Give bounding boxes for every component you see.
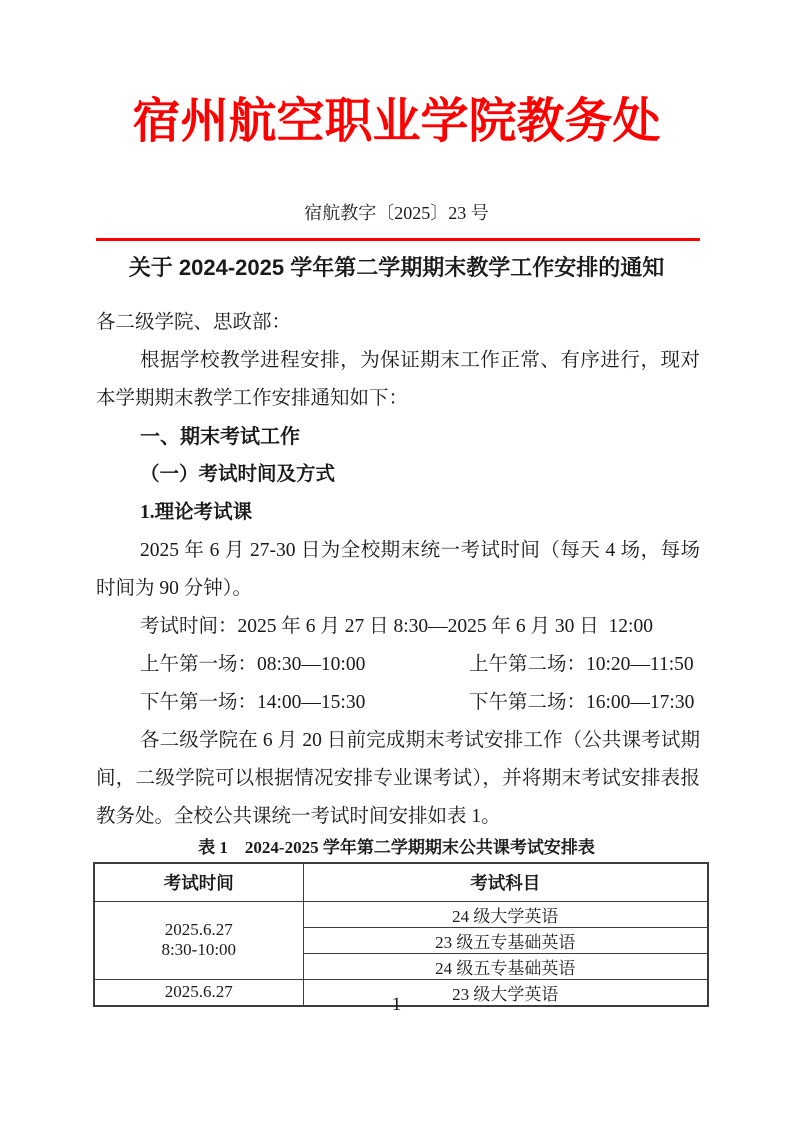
intro-paragraph: 根据学校教学进程安排，为保证期末工作正常、有序进行，现对本学期期末教学工作安排通知如下： xyxy=(96,350,700,409)
section-1-1-heading: （一）考试时间及方式 xyxy=(140,464,336,485)
exam-date: 2025.6.27 xyxy=(164,920,233,939)
document-number: 宿航教字〔2025〕23 号 xyxy=(304,203,489,223)
exam-subject-cell: 23 级五专基础英语 xyxy=(303,927,708,953)
session-morning-1: 上午第一场：08:30—10:00 xyxy=(140,654,366,675)
notice-title: 关于 2024-2025 学年第二学期期末教学工作安排的通知 xyxy=(128,255,665,280)
exam-subject-cell: 24 级大学英语 xyxy=(303,901,708,927)
letterhead-divider-rule xyxy=(96,238,700,241)
exam-subject-cell: 24 级五专基础英语 xyxy=(303,953,708,979)
exam-time-cell-group2: 2025.6.27 xyxy=(94,979,303,1006)
exam-schedule-table xyxy=(93,862,709,1007)
table-row xyxy=(94,901,708,927)
salutation: 各二级学院、思政部： xyxy=(96,312,292,333)
letterhead-org-title: 宿州航空职业学院教务处 xyxy=(132,95,661,148)
session-morning-2: 上午第二场：10:20—11:50 xyxy=(469,654,694,675)
exam-subject-cell: 23 级大学英语 xyxy=(303,979,708,1006)
exam-window-line: 考试时间：2025 年 6 月 27 日 8:30—2025 年 6 月 30 日 12:00 xyxy=(140,616,653,637)
table-header-row xyxy=(94,863,708,901)
exam-time-range: 8:30-10:00 xyxy=(161,940,237,959)
exam-time-cell-group1 xyxy=(94,901,303,979)
table-1-caption: 表 1 2024-2025 学年第二学期期末公共课考试安排表 xyxy=(198,838,595,857)
exam-time-paragraph: 2025 年 6 月 27-30 日为全校期末统一考试时间（每天 4 场，每场时间为 90 分钟）。 xyxy=(96,540,700,599)
session-line-morning xyxy=(96,646,700,684)
session-line-afternoon xyxy=(96,684,700,722)
session-afternoon-2: 下午第二场：16:00—17:30 xyxy=(469,692,695,713)
column-header-exam-subject: 考试科目 xyxy=(303,863,708,901)
page-number: 1 xyxy=(391,994,402,1015)
item-1-heading: 1.理论考试课 xyxy=(140,502,253,523)
session-afternoon-1: 下午第一场：14:00—15:30 xyxy=(140,692,366,713)
notice-body xyxy=(96,304,700,836)
section-1-heading: 一、期末考试工作 xyxy=(140,426,300,448)
column-header-exam-time: 考试时间 xyxy=(94,863,303,901)
arrangement-paragraph: 各二级学院在 6 月 20 日前完成期末考试安排工作（公共课考试期间，二级学院可以根据情况安排专业课考试），并将期末考试安排表报教务处。全校公共课统一考试时间安排如表 1。 xyxy=(96,730,700,827)
